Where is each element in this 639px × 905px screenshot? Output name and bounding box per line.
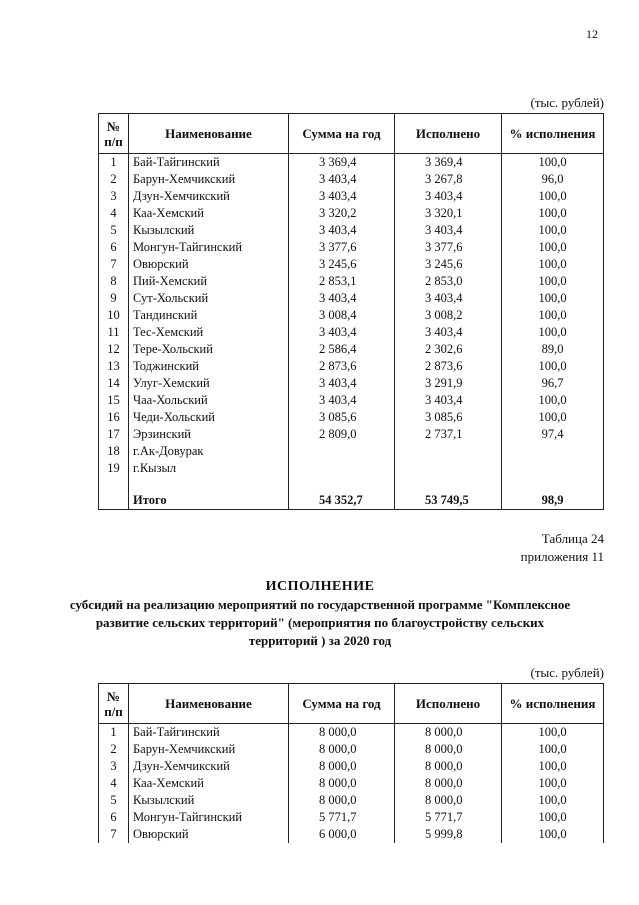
row-done: 8 000,0 [395,741,502,758]
row-number: 3 [99,188,129,205]
row-sum: 3 403,4 [289,188,395,205]
table-row [99,826,604,843]
row-pct: 100,0 [502,188,604,205]
row-sum: 3 245,6 [289,256,395,273]
row-number: 12 [99,341,129,358]
row-pct: 100,0 [502,392,604,409]
header-pct: % исполнения [502,684,604,724]
row-done: 3 369,4 [395,154,502,172]
row-name: Кызылский [129,222,289,239]
table-row [99,741,604,758]
row-sum: 3 320,2 [289,205,395,222]
row-sum: 3 403,4 [289,171,395,188]
row-name: Дзун-Хемчикский [129,758,289,775]
row-sum: 6 000,0 [289,826,395,843]
row-done: 2 853,0 [395,273,502,290]
row-name: Сут-Хольский [129,290,289,307]
row-done [395,460,502,477]
row-sum [289,443,395,460]
row-sum: 3 403,4 [289,324,395,341]
row-done: 3 403,4 [395,392,502,409]
row-sum: 2 873,6 [289,358,395,375]
row-done: 5 771,7 [395,809,502,826]
row-name: Тандинский [129,307,289,324]
table-row [99,409,604,426]
row-pct: 100,0 [502,826,604,843]
table-row [99,256,604,273]
table-header-row [99,684,604,724]
row-pct: 96,0 [502,171,604,188]
row-sum: 3 369,4 [289,154,395,172]
table-row [99,239,604,256]
row-number: 18 [99,443,129,460]
total-row [99,477,604,510]
table-row [99,775,604,792]
row-done: 5 999,8 [395,826,502,843]
row-number: 15 [99,392,129,409]
row-pct: 100,0 [502,358,604,375]
table-row [99,460,604,477]
row-name: Эрзинский [129,426,289,443]
row-done: 3 377,6 [395,239,502,256]
row-done: 2 302,6 [395,341,502,358]
row-done: 3 085,6 [395,409,502,426]
row-pct [502,460,604,477]
header-no: № п/п [99,114,129,154]
table-row [99,358,604,375]
row-name: Чеди-Хольский [129,409,289,426]
header-name: Наименование [129,114,289,154]
row-number: 7 [99,826,129,843]
row-number: 8 [99,273,129,290]
row-pct: 100,0 [502,239,604,256]
table-row [99,324,604,341]
row-name: Барун-Хемчикский [129,171,289,188]
total-done: 53 749,5 [395,477,502,510]
row-name: Улуг-Хемский [129,375,289,392]
table-2-body [99,724,604,844]
table-row [99,222,604,239]
header-done: Исполнено [395,684,502,724]
row-sum: 8 000,0 [289,741,395,758]
row-pct: 89,0 [502,341,604,358]
table-row [99,443,604,460]
row-pct: 100,0 [502,273,604,290]
total-empty-cell [99,477,129,510]
row-number: 11 [99,324,129,341]
row-name: Чаа-Хольский [129,392,289,409]
header-sum: Сумма на год [289,114,395,154]
table-row [99,171,604,188]
row-name: Каа-Хемский [129,775,289,792]
row-number: 19 [99,460,129,477]
table-header-row [99,114,604,154]
row-sum: 5 771,7 [289,809,395,826]
row-name: Тере-Хольский [129,341,289,358]
row-sum: 2 809,0 [289,426,395,443]
row-number: 10 [99,307,129,324]
row-done: 2 737,1 [395,426,502,443]
total-sum: 54 352,7 [289,477,395,510]
row-sum: 2 586,4 [289,341,395,358]
row-sum: 3 403,4 [289,290,395,307]
row-number: 13 [99,358,129,375]
row-number: 4 [99,205,129,222]
row-name: г.Кызыл [129,460,289,477]
row-done: 3 403,4 [395,222,502,239]
row-pct: 100,0 [502,792,604,809]
row-pct [502,443,604,460]
table-row [99,809,604,826]
row-pct: 100,0 [502,256,604,273]
row-number: 3 [99,758,129,775]
row-done: 8 000,0 [395,792,502,809]
row-done: 3 245,6 [395,256,502,273]
row-done: 3 403,4 [395,290,502,307]
page-number: 12 [586,27,598,41]
row-name: Дзун-Хемчикский [129,188,289,205]
row-sum: 3 403,4 [289,222,395,239]
table-row [99,392,604,409]
row-number: 2 [99,171,129,188]
row-pct: 100,0 [502,205,604,222]
row-number: 5 [99,792,129,809]
row-done: 8 000,0 [395,724,502,742]
row-sum: 8 000,0 [289,758,395,775]
units-label-table1: (тыс. рублей) [530,95,604,110]
row-sum: 3 377,6 [289,239,395,256]
row-number: 16 [99,409,129,426]
table-row [99,290,604,307]
row-name: Бай-Тайгинский [129,154,289,172]
table-row [99,154,604,172]
row-done: 3 403,4 [395,188,502,205]
table-row [99,724,604,742]
heading-title: ИСПОЛНЕНИЕ [265,579,375,594]
table-row [99,341,604,358]
row-name: Овюрский [129,826,289,843]
row-done: 8 000,0 [395,775,502,792]
header-no: № п/п [99,684,129,724]
row-pct: 100,0 [502,222,604,239]
row-name: Бай-Тайгинский [129,724,289,742]
row-name: Овюрский [129,256,289,273]
row-done: 2 873,6 [395,358,502,375]
total-pct: 98,9 [502,477,604,510]
section-heading [60,578,580,650]
row-number: 6 [99,239,129,256]
row-pct: 100,0 [502,154,604,172]
row-number: 7 [99,256,129,273]
row-pct: 100,0 [502,775,604,792]
row-sum: 3 403,4 [289,375,395,392]
row-pct: 100,0 [502,724,604,742]
row-name: г.Ак-Довурак [129,443,289,460]
table-row [99,426,604,443]
heading-line3: территорий ) за 2020 год [248,633,392,648]
row-done: 3 403,4 [395,324,502,341]
header-sum: Сумма на год [289,684,395,724]
row-number: 17 [99,426,129,443]
units-label-table2: (тыс. рублей) [530,665,604,680]
row-number: 14 [99,375,129,392]
row-number: 4 [99,775,129,792]
row-name: Монгун-Тайгинский [129,239,289,256]
table-row [99,205,604,222]
row-name: Каа-Хемский [129,205,289,222]
row-pct: 100,0 [502,741,604,758]
row-sum [289,460,395,477]
row-done: 3 291,9 [395,375,502,392]
row-name: Монгун-Тайгинский [129,809,289,826]
row-name: Тес-Хемский [129,324,289,341]
heading-line2: развитие сельских территорий" (мероприятия по благоустройству сельских [95,615,545,630]
row-pct: 100,0 [502,409,604,426]
table-reference [521,530,604,566]
row-sum: 3 008,4 [289,307,395,324]
table-row [99,307,604,324]
row-number: 1 [99,154,129,172]
row-number: 1 [99,724,129,742]
row-pct: 100,0 [502,758,604,775]
row-name: Кызылский [129,792,289,809]
row-number: 6 [99,809,129,826]
table-row [99,188,604,205]
row-done: 3 008,2 [395,307,502,324]
row-sum: 8 000,0 [289,724,395,742]
table-row [99,792,604,809]
row-done [395,443,502,460]
table-2 [98,683,604,843]
header-pct: % исполнения [502,114,604,154]
total-label: Итого [129,477,289,510]
heading-line1: субсидий на реализацию мероприятий по государственной программе "Комплексное [69,597,571,612]
row-sum: 8 000,0 [289,775,395,792]
row-sum: 3 403,4 [289,392,395,409]
table-row [99,375,604,392]
table-1 [98,113,604,510]
row-sum: 2 853,1 [289,273,395,290]
row-pct: 100,0 [502,324,604,341]
table-ref-line2: приложения 11 [520,549,604,564]
row-done: 3 267,8 [395,171,502,188]
row-pct: 100,0 [502,290,604,307]
table-row [99,758,604,775]
header-name: Наименование [129,684,289,724]
row-number: 2 [99,741,129,758]
row-sum: 8 000,0 [289,792,395,809]
row-number: 5 [99,222,129,239]
table-1-body [99,154,604,510]
header-done: Исполнено [395,114,502,154]
row-name: Барун-Хемчикский [129,741,289,758]
row-pct: 100,0 [502,307,604,324]
row-pct: 96,7 [502,375,604,392]
table-ref-line1: Таблица 24 [541,531,604,546]
table-row [99,273,604,290]
row-name: Пий-Хемский [129,273,289,290]
row-done: 3 320,1 [395,205,502,222]
row-pct: 100,0 [502,809,604,826]
row-sum: 3 085,6 [289,409,395,426]
row-done: 8 000,0 [395,758,502,775]
row-number: 9 [99,290,129,307]
row-pct: 97,4 [502,426,604,443]
row-name: Тоджинский [129,358,289,375]
